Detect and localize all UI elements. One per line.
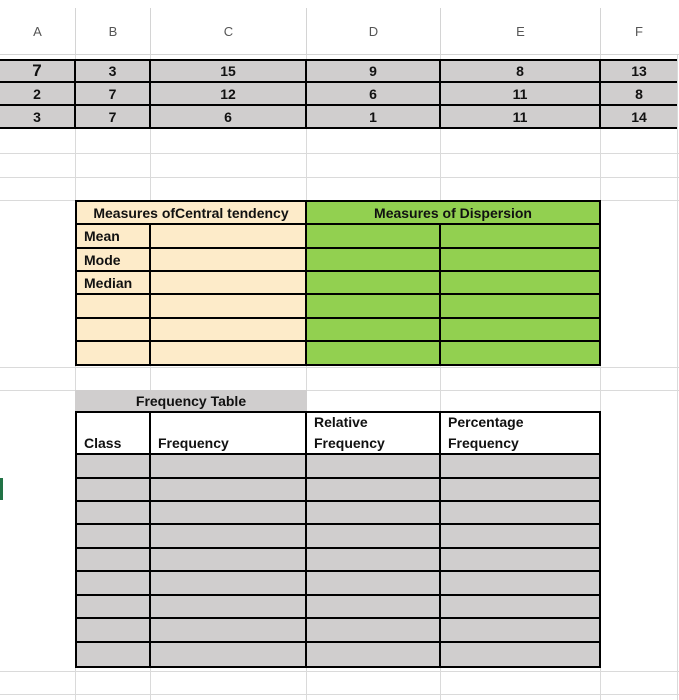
central-tendency-value-cell[interactable] [151,272,307,295]
dispersion-cell[interactable] [441,225,601,249]
data-cell[interactable]: 13 [601,59,677,83]
frequency-cell[interactable] [441,455,601,479]
frequency-cell[interactable] [75,596,151,619]
central-tendency-empty-cell[interactable] [75,295,151,319]
data-cell[interactable]: 7 [76,83,151,106]
frequency-cell[interactable] [307,596,441,619]
data-cell[interactable]: 7 [76,106,151,129]
frequency-cell[interactable] [441,619,601,643]
dispersion-cell[interactable] [307,342,441,366]
frequency-cell[interactable] [441,596,601,619]
frequency-cell[interactable] [441,549,601,572]
data-cell[interactable]: 11 [441,106,601,129]
column-header-c[interactable]: C [223,23,234,39]
data-cell[interactable]: 11 [441,83,601,106]
column-header-a[interactable]: A [33,23,42,39]
data-cell[interactable]: 8 [441,59,601,83]
frequency-cell[interactable] [151,502,307,525]
gridline [0,177,679,178]
gridline [0,153,679,154]
gridline [0,367,679,368]
dispersion-cell[interactable] [441,295,601,319]
central-tendency-value-cell[interactable] [151,342,307,366]
data-cell[interactable]: 1 [307,106,441,129]
central-tendency-value-cell[interactable] [151,249,307,272]
frequency-cell[interactable] [75,479,151,502]
column-separator [150,8,151,54]
frequency-header-percentage[interactable]: Percentage Frequency [441,411,601,455]
frequency-cell[interactable] [75,502,151,525]
data-cell[interactable]: 6 [151,106,307,129]
dispersion-cell[interactable] [307,319,441,342]
central-tendency-label-mode[interactable]: Mode [75,249,151,272]
dispersion-title[interactable]: Measures of Dispersion [307,200,601,225]
central-tendency-empty-cell[interactable] [75,319,151,342]
frequency-header-class[interactable]: Class [75,411,151,455]
column-separator [75,8,76,54]
frequency-cell[interactable] [75,572,151,596]
dispersion-cell[interactable] [441,249,601,272]
frequency-cell[interactable] [441,525,601,549]
column-header-f[interactable]: F [635,23,643,39]
frequency-cell[interactable] [441,479,601,502]
dispersion-cell[interactable] [307,295,441,319]
frequency-header-relative[interactable]: Relative Frequency [307,411,441,455]
central-tendency-label-median[interactable]: Median [75,272,151,295]
central-tendency-value-cell[interactable] [151,295,307,319]
column-separator [306,8,307,54]
frequency-cell[interactable] [151,596,307,619]
frequency-cell[interactable] [151,643,307,668]
column-separator [440,8,441,54]
frequency-cell[interactable] [307,572,441,596]
frequency-cell[interactable] [441,572,601,596]
central-tendency-value-cell[interactable] [151,225,307,249]
frequency-table-title[interactable]: Frequency Table [75,390,307,412]
frequency-cell[interactable] [151,455,307,479]
frequency-cell[interactable] [75,455,151,479]
frequency-cell[interactable] [307,619,441,643]
column-separator [600,8,601,54]
dispersion-cell[interactable] [307,272,441,295]
frequency-cell[interactable] [307,549,441,572]
data-cell[interactable]: 14 [601,106,677,129]
central-tendency-title[interactable]: Measures ofCentral tendency [75,200,307,225]
central-tendency-value-cell[interactable] [151,319,307,342]
data-cell[interactable]: 15 [151,59,307,83]
frequency-cell[interactable] [75,525,151,549]
frequency-cell[interactable] [151,525,307,549]
dispersion-cell[interactable] [441,272,601,295]
data-cell[interactable]: 9 [307,59,441,83]
data-cell[interactable]: 2 [0,83,76,106]
gridline [0,694,679,695]
column-header-b[interactable]: B [108,23,118,39]
dispersion-cell[interactable] [307,225,441,249]
frequency-cell[interactable] [151,619,307,643]
dispersion-cell[interactable] [441,342,601,366]
frequency-cell[interactable] [151,572,307,596]
frequency-cell[interactable] [151,479,307,502]
frequency-cell[interactable] [307,479,441,502]
column-header-e[interactable]: E [516,23,525,39]
central-tendency-empty-cell[interactable] [75,342,151,366]
frequency-cell[interactable] [307,643,441,668]
column-header-d[interactable]: D [368,23,379,39]
frequency-cell[interactable] [75,549,151,572]
data-cell[interactable]: 3 [0,106,76,129]
frequency-cell[interactable] [75,643,151,668]
frequency-cell[interactable] [441,643,601,668]
frequency-cell[interactable] [307,455,441,479]
frequency-cell[interactable] [75,619,151,643]
frequency-header-frequency[interactable]: Frequency [151,411,307,455]
dispersion-cell[interactable] [441,319,601,342]
data-cell[interactable]: 6 [307,83,441,106]
frequency-cell[interactable] [441,502,601,525]
frequency-cell[interactable] [307,502,441,525]
gridline [677,8,678,700]
data-cell[interactable]: 12 [151,83,307,106]
data-cell[interactable]: 8 [601,83,677,106]
data-cell[interactable]: 7 [0,59,76,83]
data-cell[interactable]: 3 [76,59,151,83]
frequency-cell[interactable] [307,525,441,549]
frequency-cell[interactable] [151,549,307,572]
row-selection-marker [0,478,3,500]
central-tendency-label-mean[interactable]: Mean [75,225,151,249]
dispersion-cell[interactable] [307,249,441,272]
gridline [0,671,679,672]
